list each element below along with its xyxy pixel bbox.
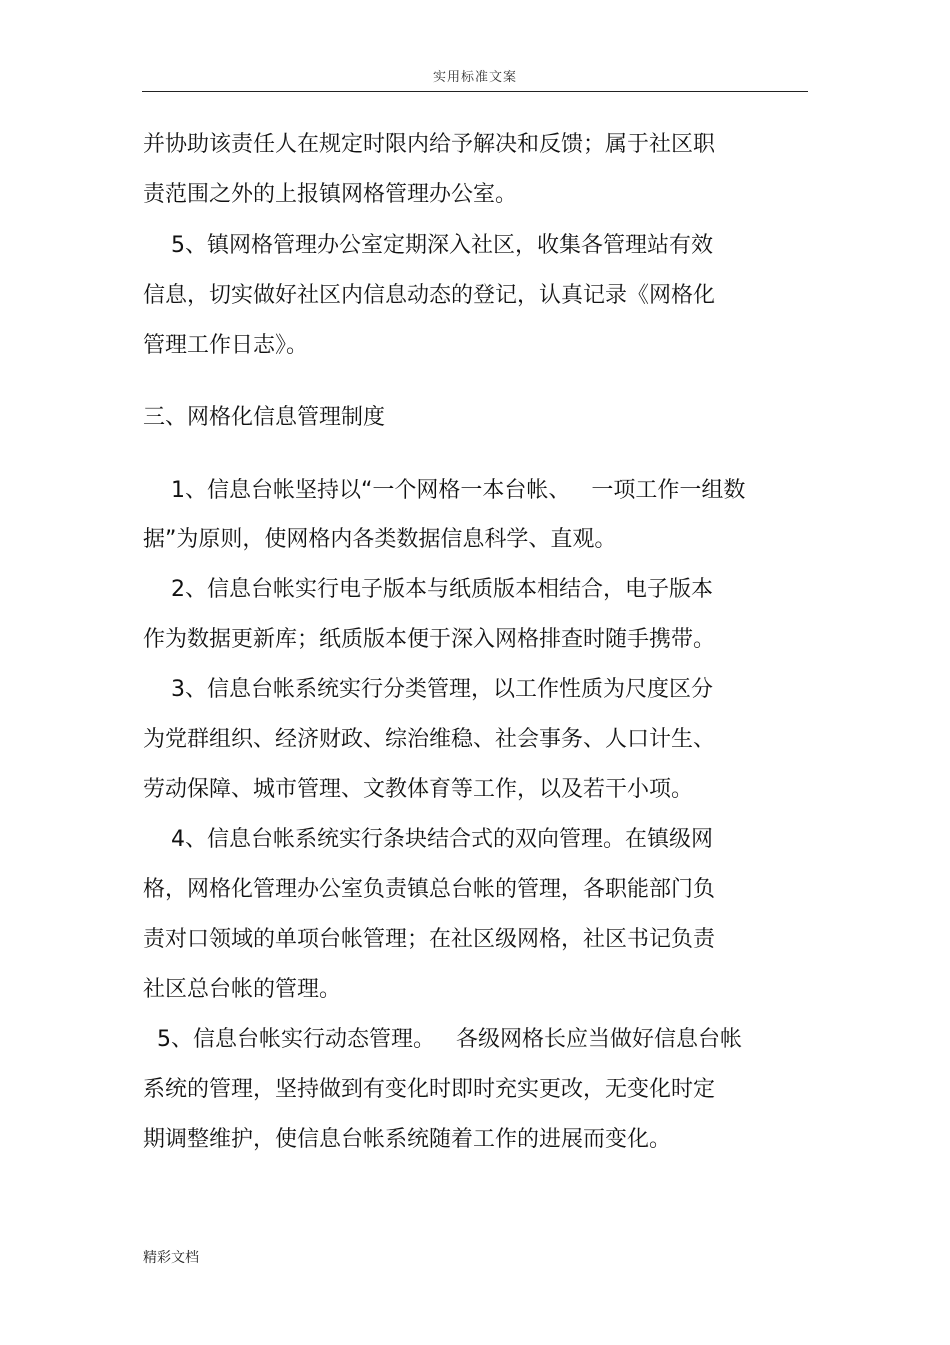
- body-line: 5、信息台帐实行动态管理。 各级网格长应当做好信息台帐: [143, 1027, 742, 1052]
- body-line: 信息，切实做好社区内信息动态的登记，认真记录《网格化: [143, 283, 716, 308]
- body-line: 5、镇网格管理办公室定期深入社区，收集各管理站有效: [143, 233, 713, 258]
- body-line: 为党群组织、经济财政、综治维稳、社会事务、人口计生、: [143, 727, 716, 752]
- body-line: 据”为原则，使网格内各类数据信息科学、直观。: [143, 527, 617, 552]
- page-header: 实用标准文案: [432, 70, 517, 85]
- body-line: 2、信息台帐实行电子版本与纸质版本相结合，电子版本: [143, 577, 713, 602]
- body-line: 期调整维护，使信息台帐系统随着工作的进展而变化。: [143, 1127, 672, 1152]
- body-line: 作为数据更新库；纸质版本便于深入网格排查时随手携带。: [143, 627, 716, 652]
- page-footer: 精彩文档: [143, 1250, 199, 1266]
- body-line: 管理工作日志》。: [143, 333, 309, 358]
- body-line: 社区总台帐的管理。: [143, 977, 342, 1002]
- body-line: 并协助该责任人在规定时限内给予解决和反馈；属于社区职: [143, 132, 716, 157]
- body-line: 责范围之外的上报镇网格管理办公室。: [143, 182, 518, 207]
- body-line: 劳动保障、城市管理、文教体育等工作，以及若干小项。: [143, 777, 694, 802]
- body-line: 系统的管理，坚持做到有变化时即时充实更改，无变化时定: [143, 1077, 716, 1102]
- section-heading: 三、网格化信息管理制度: [143, 405, 386, 430]
- body-line: 责对口领域的单项台帐管理；在社区级网格，社区书记负责: [143, 927, 716, 952]
- body-line: 4、信息台帐系统实行条块结合式的双向管理。在镇级网: [143, 827, 713, 852]
- body-line: 3、信息台帐系统实行分类管理，以工作性质为尺度区分: [143, 677, 713, 702]
- body-line: 格，网格化管理办公室负责镇总台帐的管理，各职能部门负: [143, 877, 716, 902]
- body-line: 1、信息台帐坚持以“一个网格一本台帐、 一项工作一组数: [143, 478, 746, 503]
- header-divider: [142, 91, 808, 92]
